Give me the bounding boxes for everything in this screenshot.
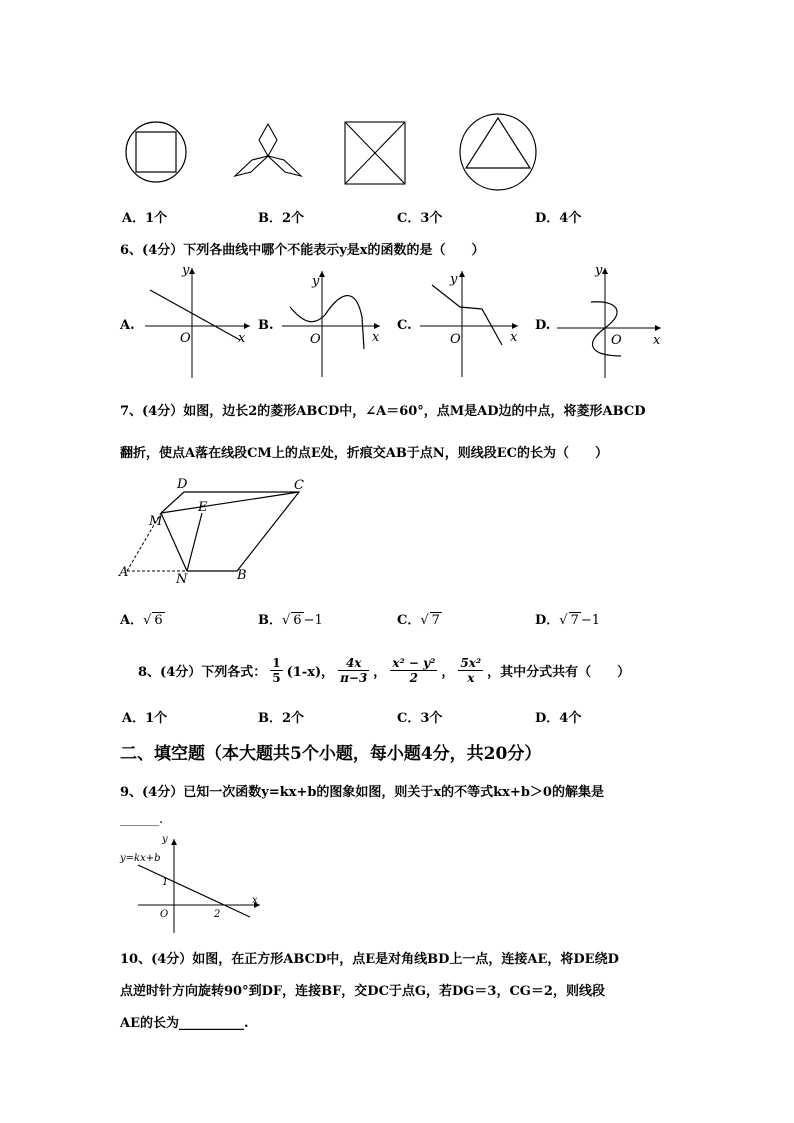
figure-circle-triangle: [460, 114, 536, 190]
q6-a-axis-x: x: [238, 331, 246, 346]
q7-label-m: M: [149, 514, 163, 529]
q6-option-c[interactable]: C.: [397, 318, 412, 333]
q8-fraction-1: $\frac{1}{5}$: [272, 655, 281, 685]
q8-option-d[interactable]: D．4个: [535, 711, 582, 726]
q6-b-axis-x: x: [372, 330, 380, 345]
q6-b-axis-y: y: [312, 274, 320, 289]
figure-circle-square: [126, 122, 186, 182]
q9-tick-y: 1: [162, 877, 169, 888]
figure-square-diagonals: [345, 122, 405, 184]
section-2-title: 二、填空题（本大题共5个小题，每小题4分，共20分）: [120, 744, 542, 764]
q8-option-a[interactable]: A．1个: [122, 711, 168, 726]
q7-label-d: D: [177, 477, 188, 492]
figure-three-rhombi: [235, 124, 301, 176]
q5-option-b[interactable]: B．2个: [258, 211, 305, 226]
q9-axis-x: x: [252, 895, 258, 906]
q6-stem: 6、(4分）下列各曲线中哪个不能表示y是x的函数的是（ ）: [120, 243, 485, 258]
q8-fraction-3: $\frac{\text{x² − y²}}{2}$: [392, 655, 436, 685]
q8-fraction-2: $\frac{4x}{\pi-3}$: [340, 655, 368, 685]
q9-stem: 9、(4分）已知一次函数y=kx+b的图象如图，则关于x的不等式kx+b＞0的解集是: [120, 785, 604, 800]
q5-figures: [120, 108, 550, 193]
q9-axis-y: y: [162, 835, 168, 845]
q6-option-a[interactable]: A.: [120, 318, 135, 333]
q6-a-axis-y: y: [182, 263, 190, 278]
q7-line2: 翻折，使点A落在线段CM上的点E处，折痕交AB于点N，则线段EC的长为（ ）: [120, 446, 608, 461]
q6-c-origin: O: [450, 332, 461, 347]
q7-label-b: B: [237, 568, 247, 583]
q5-option-d[interactable]: D．4个: [535, 211, 582, 226]
q6-option-b[interactable]: B.: [258, 318, 274, 333]
q6-b-origin: O: [310, 332, 321, 347]
q7-label-c: C: [294, 478, 304, 493]
q9-tick-x: 2: [214, 909, 221, 920]
q6-option-d[interactable]: D.: [535, 318, 551, 333]
q10-line3[interactable]: AE的长为__________.: [120, 1016, 249, 1031]
q7-label-n: N: [176, 572, 188, 585]
q6-graph-a: [140, 262, 255, 382]
q7-label-e: E: [198, 500, 208, 515]
q9-graph: [118, 835, 268, 935]
q6-d-origin: O: [611, 333, 622, 348]
q6-d-axis-y: y: [595, 263, 603, 278]
q6-graph-b: [280, 265, 385, 380]
q9-line-label: y=kx+b: [120, 853, 161, 864]
q7-option-a[interactable]: A．√ 6: [120, 613, 163, 628]
q7-option-b[interactable]: B．√ 6 −1: [258, 613, 323, 628]
q6-c-axis-x: x: [510, 330, 518, 345]
q7-option-c[interactable]: C．√ 7: [397, 613, 440, 628]
q5-option-a[interactable]: A．1个: [122, 211, 168, 226]
q5-option-c[interactable]: C．3个: [397, 211, 443, 226]
q7-line1: 7、(4分）如图，边长2的菱形ABCD中，∠A＝60°，点M是AD边的中点，将菱形ABCD: [120, 404, 646, 419]
q7-figure: [115, 475, 315, 585]
q7-label-a: A: [119, 565, 129, 580]
q6-d-axis-x: x: [653, 333, 661, 348]
q10-line2: 点逆时针方向旋转90°到DF，连接BF，交DC于点G，若DG＝3，CG＝2，则线段: [120, 984, 605, 999]
q6-graph-c: [418, 265, 523, 380]
q10-line1: 10、(4分）如图，在正方形ABCD中，点E是对角线BD上一点，连接AE，将DE绕D: [120, 952, 619, 967]
q7-option-d[interactable]: D．√ 7 −1: [535, 613, 601, 628]
q8-option-b[interactable]: B．2个: [258, 711, 305, 726]
q8-stem: 8、(4分）下列各式： $\frac{1}{5}$ (1-x)， $\frac{4x}{\pi-3}$ ， $\frac{\text{x² − y²}}{2}$ ， $\frac{\text{5x²}}{x}$ ，其中分式共有（ ）: [138, 655, 631, 685]
q6-graph-d: [555, 262, 665, 382]
q9-answer-blank[interactable]: ______.: [120, 812, 164, 827]
q6-c-axis-y: y: [450, 272, 458, 287]
q8-option-c[interactable]: C．3个: [397, 711, 443, 726]
q9-origin: O: [160, 909, 169, 920]
q8-fraction-4: $\frac{\text{5x²}}{x}$: [460, 655, 482, 685]
q6-a-origin: O: [180, 331, 191, 346]
